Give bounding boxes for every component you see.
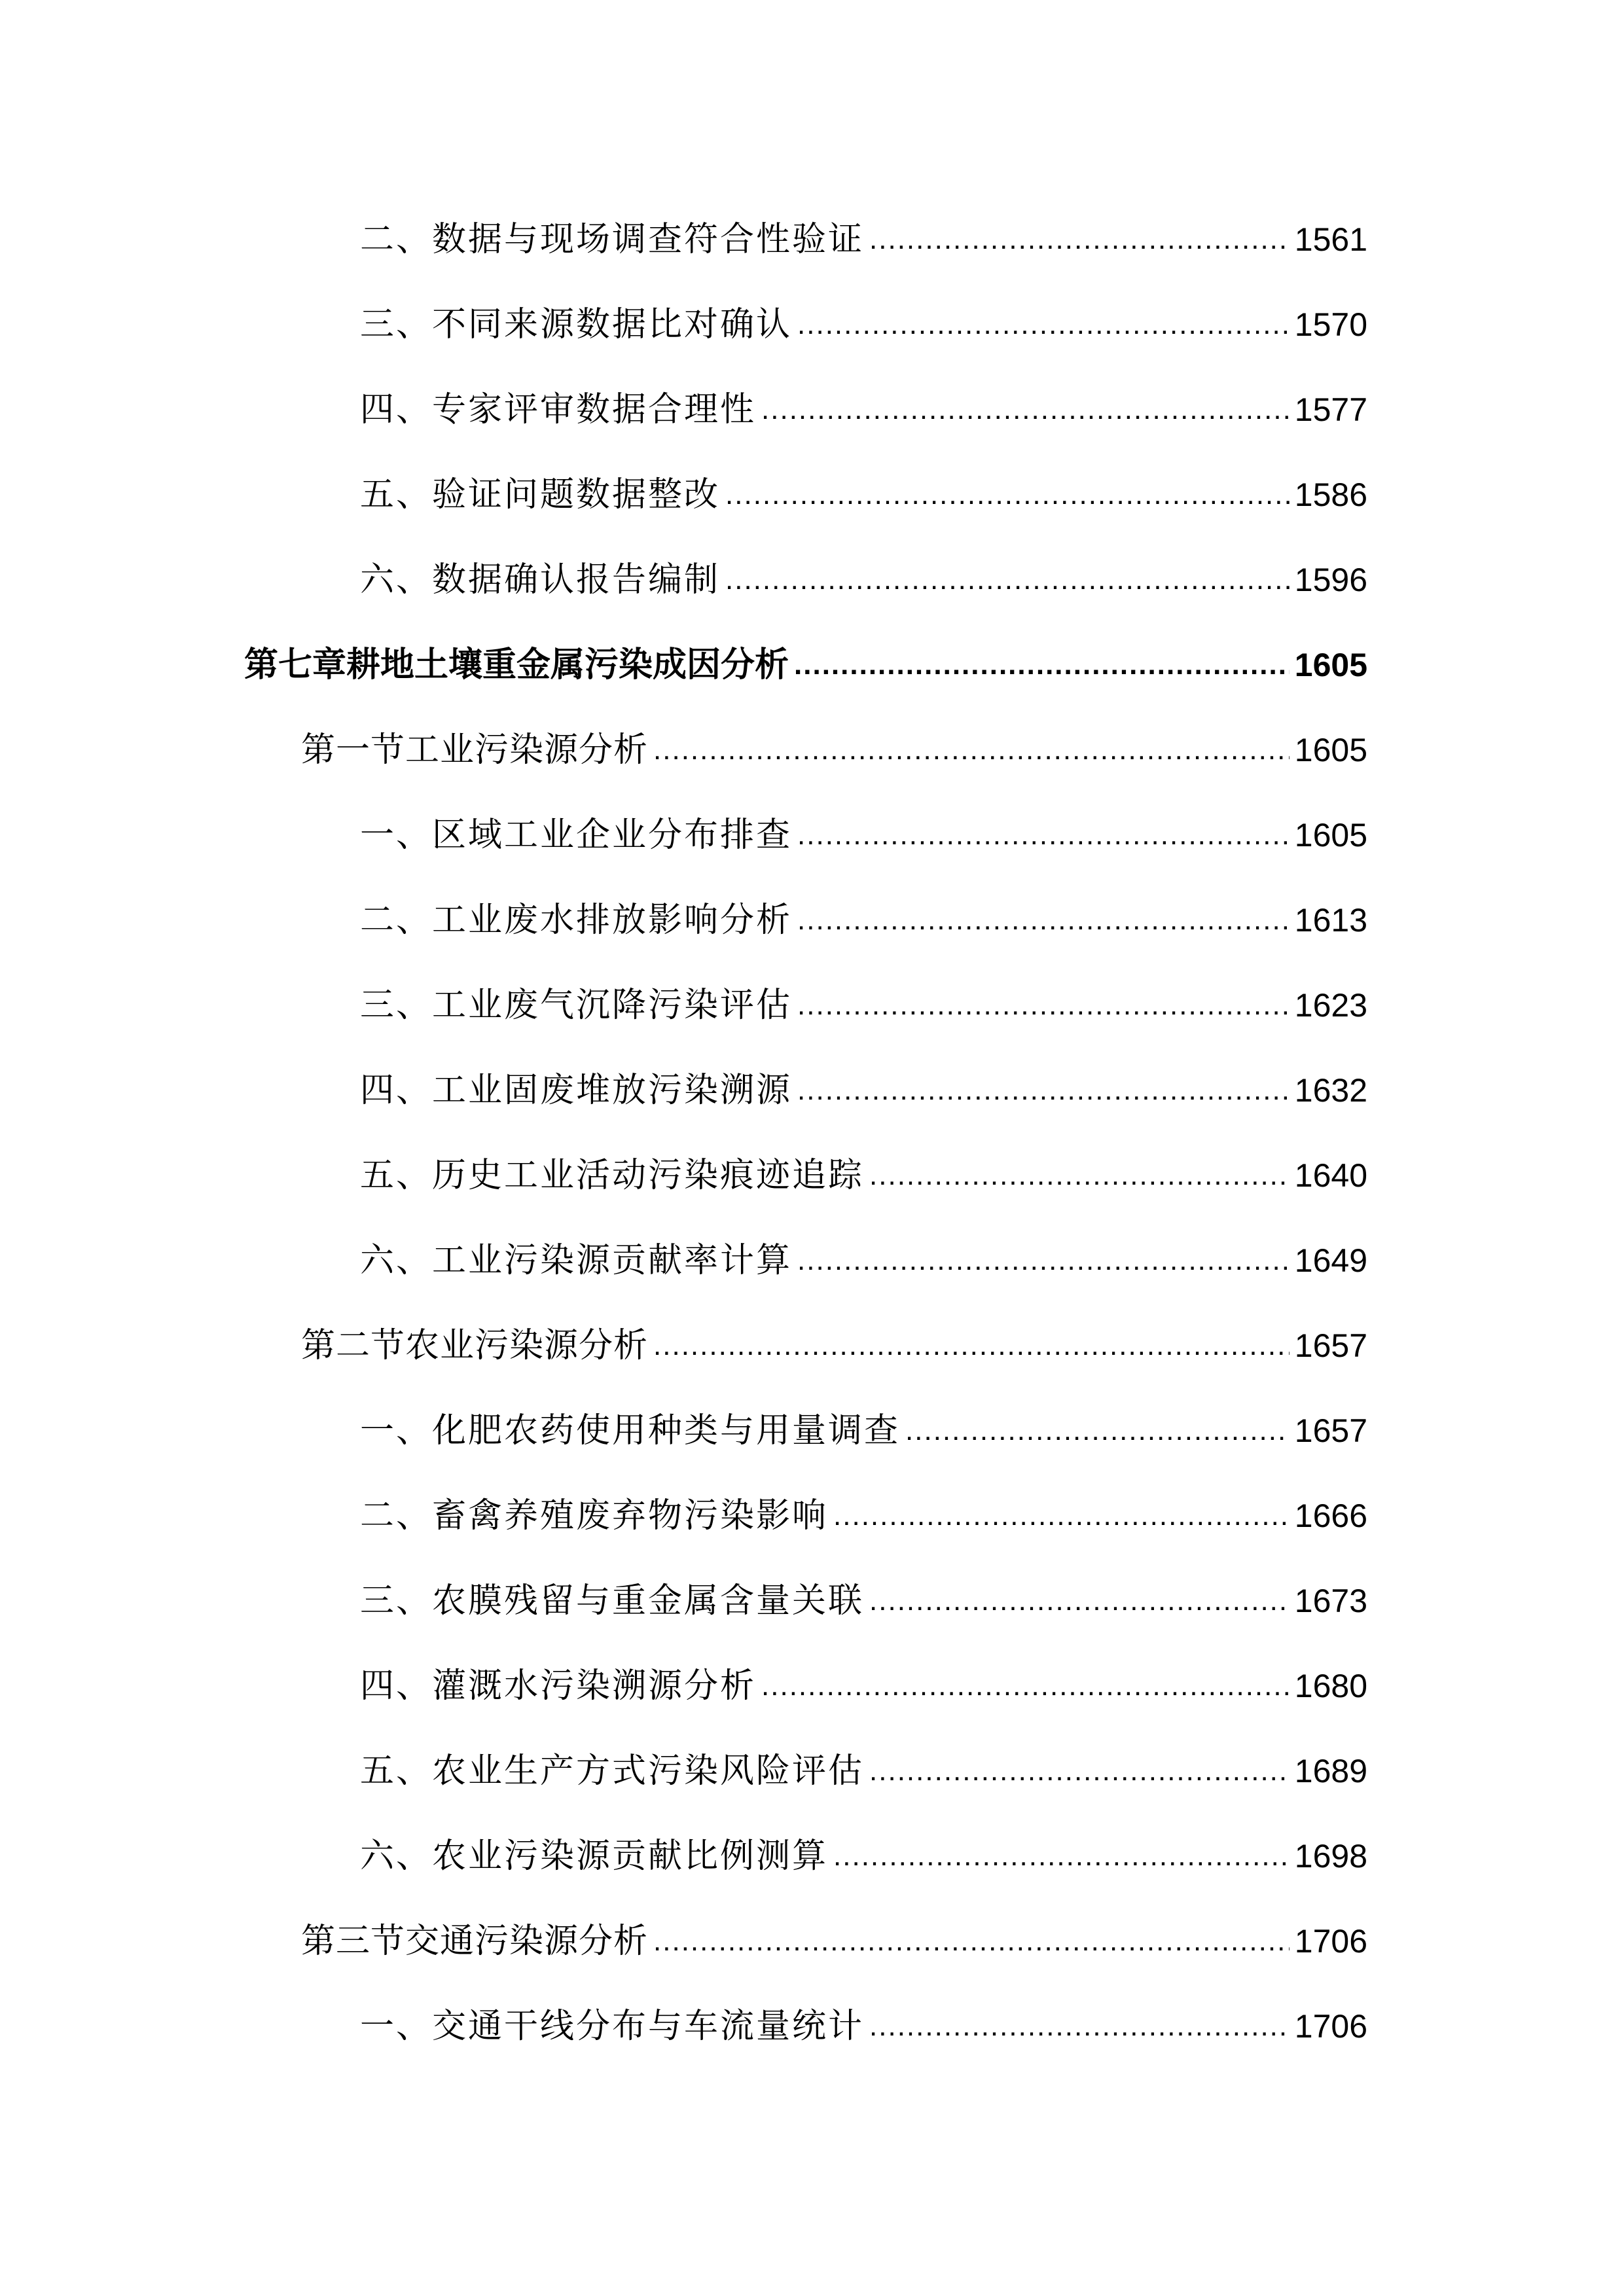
- toc-entry-title: 四、专家评审数据合理性: [360, 390, 757, 429]
- toc-entry[interactable]: [360, 1405, 1367, 1457]
- toc-entry-page: 1613: [1294, 902, 1367, 939]
- toc-entry-page: 1649: [1294, 1242, 1367, 1279]
- toc-entry-title: 三、农膜残留与重金属含量关联: [360, 1581, 865, 1621]
- toc-dot-leader: [869, 2000, 1290, 2053]
- toc-entry-title: 六、农业污染源贡献比例测算: [360, 1837, 829, 1876]
- toc-entry[interactable]: [360, 1064, 1367, 1117]
- toc-dot-leader: [869, 1745, 1290, 1797]
- toc-entry-page: 1640: [1294, 1157, 1367, 1194]
- toc-dot-leader: [797, 1064, 1290, 1117]
- toc-entry-title: 三、工业废气沉降污染评估: [360, 986, 793, 1025]
- toc-entry-title: 一、区域工业企业分布排查: [360, 816, 793, 855]
- toc-entry-page: 1561: [1294, 221, 1367, 258]
- toc-dot-leader: [869, 1149, 1290, 1202]
- toc-entry[interactable]: [360, 1745, 1367, 1797]
- toc-dot-leader: [725, 469, 1290, 521]
- toc-dot-leader: [653, 1915, 1290, 1967]
- toc-dot-leader: [653, 724, 1290, 776]
- toc-dot-leader: [797, 298, 1290, 351]
- toc-entry-page: 1680: [1294, 1668, 1367, 1704]
- toc-entry[interactable]: [360, 979, 1367, 1031]
- toc-entry-page: 1605: [1294, 817, 1367, 853]
- toc-entry-page: 1586: [1294, 476, 1367, 513]
- toc-dot-leader: [833, 1490, 1290, 1542]
- toc-entry-page: 1605: [1294, 647, 1367, 683]
- toc-entry[interactable]: [360, 213, 1367, 266]
- toc-dot-leader: [761, 384, 1290, 436]
- toc-entry[interactable]: [360, 1149, 1367, 1202]
- toc-entry-title: 六、工业污染源贡献率计算: [360, 1241, 793, 1280]
- toc-entry-title: 二、数据与现场调查符合性验证: [360, 220, 865, 259]
- toc-entry[interactable]: [360, 1234, 1367, 1287]
- toc-entry[interactable]: [360, 384, 1367, 436]
- toc-section-entry[interactable]: [301, 724, 1367, 776]
- toc-dot-leader: [725, 554, 1290, 606]
- toc-entry[interactable]: [360, 469, 1367, 521]
- toc-entry-page: 1706: [1294, 1923, 1367, 1960]
- toc-dot-leader: [761, 1660, 1290, 1712]
- toc-entry-page: 1596: [1294, 562, 1367, 598]
- toc-entry-title: 一、化肥农药使用种类与用量调查: [360, 1411, 901, 1450]
- toc-dot-leader: [869, 213, 1290, 266]
- toc-entry[interactable]: [360, 1575, 1367, 1627]
- toc-entry-title: 五、农业生产方式污染风险评估: [360, 1751, 865, 1791]
- toc-entry[interactable]: [360, 894, 1367, 946]
- toc-entry-page: 1577: [1294, 391, 1367, 428]
- toc-section-entry[interactable]: [301, 1915, 1367, 1967]
- toc-entry-title: 五、验证问题数据整改: [360, 475, 721, 514]
- toc-entry-title: 第三节交通污染源分析: [301, 1922, 649, 1961]
- toc-entry-page: 1605: [1294, 732, 1367, 768]
- toc-entry-page: 1570: [1294, 306, 1367, 343]
- toc-entry-title: 五、历史工业活动污染痕迹追踪: [360, 1156, 865, 1195]
- toc-entry-title: 二、工业废水排放影响分析: [360, 901, 793, 940]
- toc-entry-title: 第七章耕地土壤重金属污染成因分析: [244, 645, 789, 685]
- toc-entry-page: 1666: [1294, 1498, 1367, 1534]
- toc-entry-page: 1706: [1294, 2008, 1367, 2045]
- toc-dot-leader: [905, 1405, 1290, 1457]
- toc-entry-title: 二、畜禽养殖废弃物污染影响: [360, 1496, 829, 1535]
- toc-dot-leader: [797, 979, 1290, 1031]
- toc-entry-page: 1623: [1294, 987, 1367, 1024]
- toc-entry-title: 第一节工业污染源分析: [301, 730, 649, 770]
- toc-chapter-entry[interactable]: [244, 639, 1367, 691]
- toc-entry[interactable]: [360, 2000, 1367, 2053]
- toc-entry-page: 1657: [1294, 1327, 1367, 1364]
- toc-entry[interactable]: [360, 1490, 1367, 1542]
- toc-entry-title: 三、不同来源数据比对确认: [360, 305, 793, 344]
- toc-entry-title: 第二节农业污染源分析: [301, 1326, 649, 1365]
- toc-entry-title: 一、交通干线分布与车流量统计: [360, 2007, 865, 2046]
- toc-dot-leader: [833, 1830, 1290, 1882]
- toc-entry-page: 1673: [1294, 1583, 1367, 1619]
- toc-dot-leader: [797, 809, 1290, 861]
- toc-entry-page: 1689: [1294, 1753, 1367, 1789]
- toc-entry-title: 四、工业固废堆放污染溯源: [360, 1071, 793, 1110]
- toc-section-entry[interactable]: [301, 1319, 1367, 1372]
- toc-entry-title: 六、数据确认报告编制: [360, 560, 721, 600]
- toc-entry-page: 1632: [1294, 1072, 1367, 1109]
- toc-dot-leader: [794, 639, 1290, 691]
- toc-entry[interactable]: [360, 554, 1367, 606]
- toc-entry[interactable]: [360, 1830, 1367, 1882]
- toc-entry[interactable]: [360, 298, 1367, 351]
- toc-entry-page: 1657: [1294, 1412, 1367, 1449]
- toc-entry[interactable]: [360, 809, 1367, 861]
- toc-entry-title: 四、灌溉水污染溯源分析: [360, 1666, 757, 1706]
- toc-dot-leader: [653, 1319, 1290, 1372]
- toc-entry-page: 1698: [1294, 1838, 1367, 1874]
- toc-dot-leader: [797, 894, 1290, 946]
- toc-dot-leader: [797, 1234, 1290, 1287]
- toc-dot-leader: [869, 1575, 1290, 1627]
- toc-entry[interactable]: [360, 1660, 1367, 1712]
